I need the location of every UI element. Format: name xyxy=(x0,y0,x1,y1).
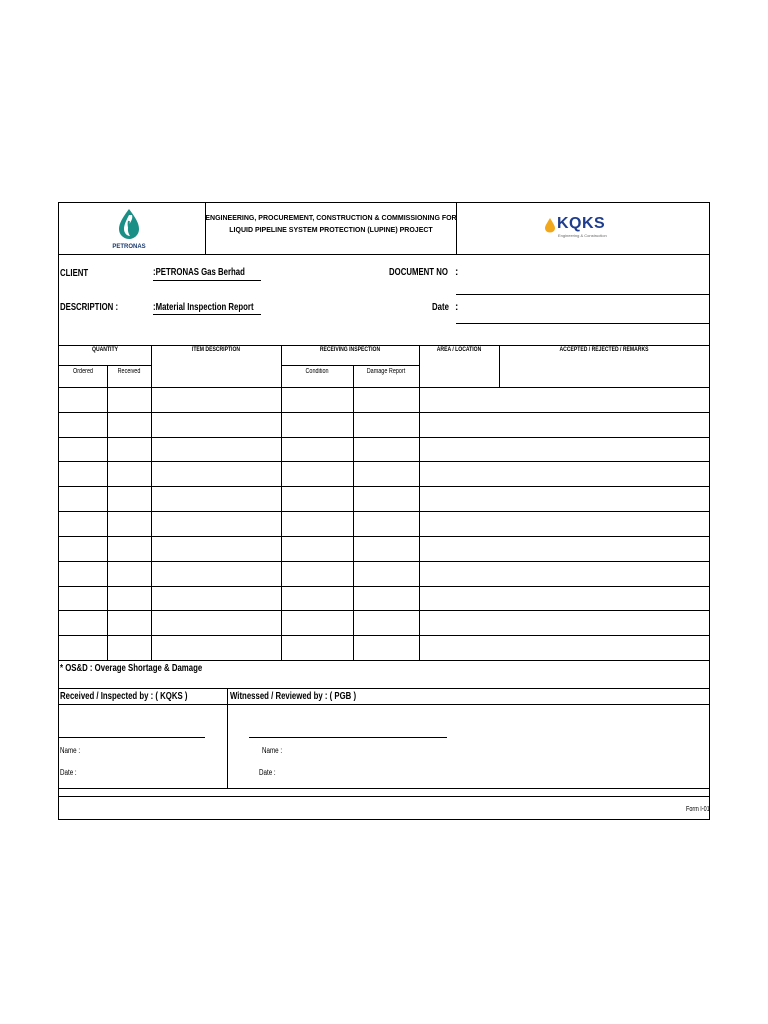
witnessed-reviewed-by: Witnessed / Reviewed by : ( PGB ) xyxy=(230,691,357,702)
col-line-received xyxy=(107,365,108,660)
table-row-line xyxy=(59,561,709,562)
signature-line-right xyxy=(249,737,447,738)
petronas-logo-text: PETRONAS xyxy=(112,244,146,250)
kqks-tagline: Engineering & Construction xyxy=(558,233,607,238)
kqks-drop-icon xyxy=(543,217,557,233)
signature-header-line xyxy=(59,704,709,705)
quantity-header: QUANTITY xyxy=(92,346,118,353)
footer-line-2 xyxy=(59,796,709,797)
signature-divider xyxy=(227,688,228,788)
quantity-subheader-line xyxy=(59,365,151,366)
table-row-line xyxy=(59,660,709,661)
col-line-item xyxy=(151,345,152,660)
description-label: DESCRIPTION : xyxy=(60,302,119,313)
petronas-drop-icon xyxy=(99,207,159,241)
footer-line-1 xyxy=(59,788,709,789)
table-row-line xyxy=(59,610,709,611)
form-code: Form I-01 xyxy=(686,806,710,813)
petronas-logo xyxy=(99,207,159,253)
table-row-line xyxy=(59,412,709,413)
col-line-damage xyxy=(353,365,354,660)
description-underline xyxy=(153,314,261,315)
date-colon: : xyxy=(455,302,459,313)
table-row-line xyxy=(59,486,709,487)
project-title: ENGINEERING, PROCUREMENT, CONSTRUCTION & COMMISSIONING FOR LIQUID PIPELINE SYSTEM PROTECTION (LUPINE) PROJECT xyxy=(205,215,457,234)
table-row-line xyxy=(59,461,709,462)
date-label-left: Date : xyxy=(60,768,77,777)
date-label-right: Date : xyxy=(259,768,276,777)
date-label: Date xyxy=(432,302,449,313)
received-header: Received xyxy=(117,368,141,375)
receiving-inspection-header: RECEIVING INSPECTION xyxy=(319,346,381,353)
col-line-remarks xyxy=(499,345,500,387)
kqks-logo xyxy=(537,213,637,243)
area-location-header: AREA / LOCATION xyxy=(436,346,482,353)
table-row-line xyxy=(59,437,709,438)
inspection-form xyxy=(58,202,710,820)
osd-bottom-line xyxy=(59,688,709,689)
name-label-right: Name : xyxy=(262,746,283,755)
client-value: :PETRONAS Gas Berhad xyxy=(153,267,245,278)
col-line-area xyxy=(419,345,420,660)
signature-line-left xyxy=(59,737,205,738)
damage-report-header: Damage Report xyxy=(366,368,406,375)
name-label-left: Name : xyxy=(60,746,81,755)
table-row-line xyxy=(59,536,709,537)
col-line-condition xyxy=(281,345,282,660)
received-inspected-by: Received / Inspected by : ( KQKS ) xyxy=(60,691,188,702)
ordered-header: Ordered xyxy=(72,368,94,375)
table-header-bottom xyxy=(59,387,709,388)
item-description-header: ITEM DESCRIPTION xyxy=(191,346,241,353)
document-no-colon: : xyxy=(455,267,459,278)
description-value: :Material Inspection Report xyxy=(153,302,254,313)
remarks-header: ACCEPTED / REJECTED / REMARKS xyxy=(559,346,649,353)
receiving-subheader-line xyxy=(281,365,419,366)
client-label: CLIENT xyxy=(60,268,89,279)
osd-note: * OS&D : Overage Shortage & Damage xyxy=(60,663,203,674)
client-underline xyxy=(153,280,261,281)
table-row-line xyxy=(59,586,709,587)
document-no-label: DOCUMENT NO xyxy=(389,267,448,278)
header-bottom-line xyxy=(59,254,709,255)
document-no-line xyxy=(456,294,709,295)
table-row-line xyxy=(59,635,709,636)
table-row-line xyxy=(59,511,709,512)
date-line xyxy=(456,323,709,324)
kqks-logo-text: KQKS xyxy=(557,215,606,232)
condition-header: Condition xyxy=(305,368,329,375)
